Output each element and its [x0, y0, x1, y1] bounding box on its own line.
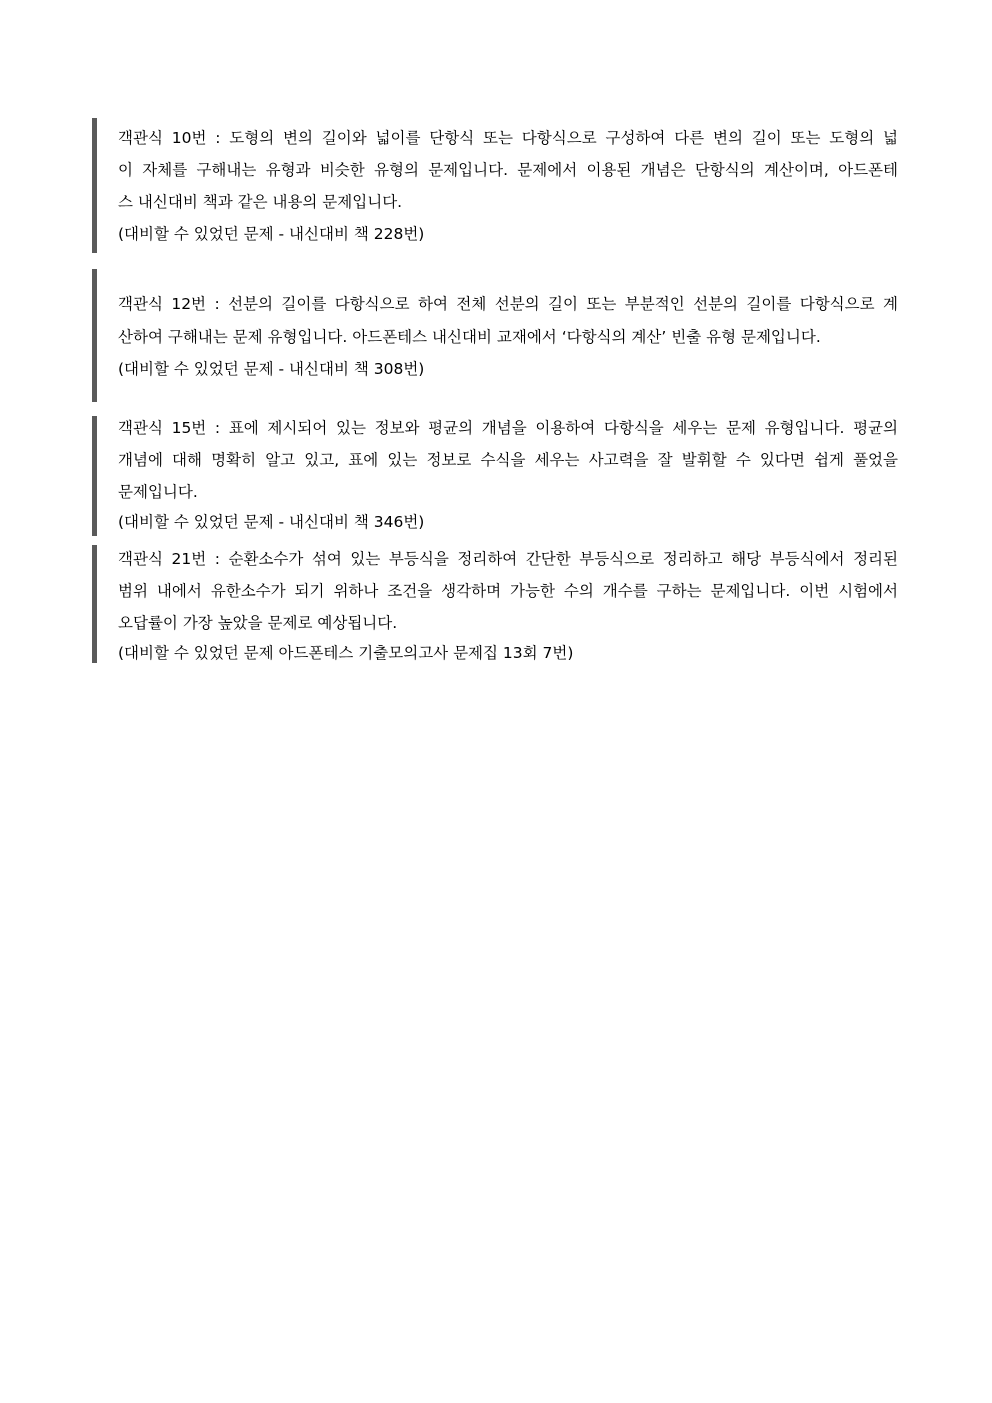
analysis-text-line: 객관식 10번 : 도형의 변의 길이와 넓이를 단항식 또는 다항식으로 구성하여 다른 변의 길이 또는 도형의 넓: [118, 129, 898, 147]
analysis-text-line: 문제입니다.: [118, 483, 198, 501]
analysis-block-q10: [92, 118, 898, 253]
analysis-text-line: 객관식 15번 : 표에 제시되어 있는 정보와 평균의 개념을 이용하여 다항식을 세우는 문제 유형입니다. 평균의: [118, 419, 898, 437]
reference-note: (대비할 수 있었던 문제 - 내신대비 책 308번): [118, 360, 425, 378]
analysis-text-line: 개념에 대해 명확히 알고 있고, 표에 있는 정보로 수식을 세우는 사고력을 잘 발휘할 수 있다면 쉽게 풀었을: [118, 451, 898, 469]
analysis-text-line: 오답률이 가장 높았을 문제로 예상됩니다.: [118, 614, 398, 632]
analysis-text-line: 범위 내에서 유한소수가 되기 위하나 조건을 생각하며 가능한 수의 개수를 구하는 문제입니다. 이번 시험에서: [118, 582, 898, 600]
analysis-block-q21: [92, 545, 898, 663]
analysis-text-line: 이 자체를 구해내는 유형과 비슷한 유형의 문제입니다. 문제에서 이용된 개념은 단항식의 계산이며, 아드폰테: [118, 161, 898, 179]
analysis-text-line: 객관식 12번 : 선분의 길이를 다항식으로 하여 전체 선분의 길이 또는 부분적인 선분의 길이를 다항식으로 계: [118, 295, 898, 313]
analysis-text-line: 산하여 구해내는 문제 유형입니다. 아드폰테스 내신대비 교재에서 ‘다항식의 계산’ 빈출 유형 문제입니다.: [118, 328, 821, 346]
analysis-text-line: 객관식 21번 : 순환소수가 섞여 있는 부등식을 정리하여 간단한 부등식으로 정리하고 해당 부등식에서 정리된: [118, 550, 898, 568]
analysis-block-q15: [92, 416, 898, 536]
reference-note: (대비할 수 있었던 문제 아드폰테스 기출모의고사 문제집 13회 7번): [118, 644, 574, 662]
reference-note: (대비할 수 있었던 문제 - 내신대비 책 346번): [118, 513, 425, 531]
analysis-block-q12: [92, 269, 898, 402]
reference-note: (대비할 수 있었던 문제 - 내신대비 책 228번): [118, 225, 425, 243]
analysis-text-line: 스 내신대비 책과 같은 내용의 문제입니다.: [118, 193, 403, 211]
